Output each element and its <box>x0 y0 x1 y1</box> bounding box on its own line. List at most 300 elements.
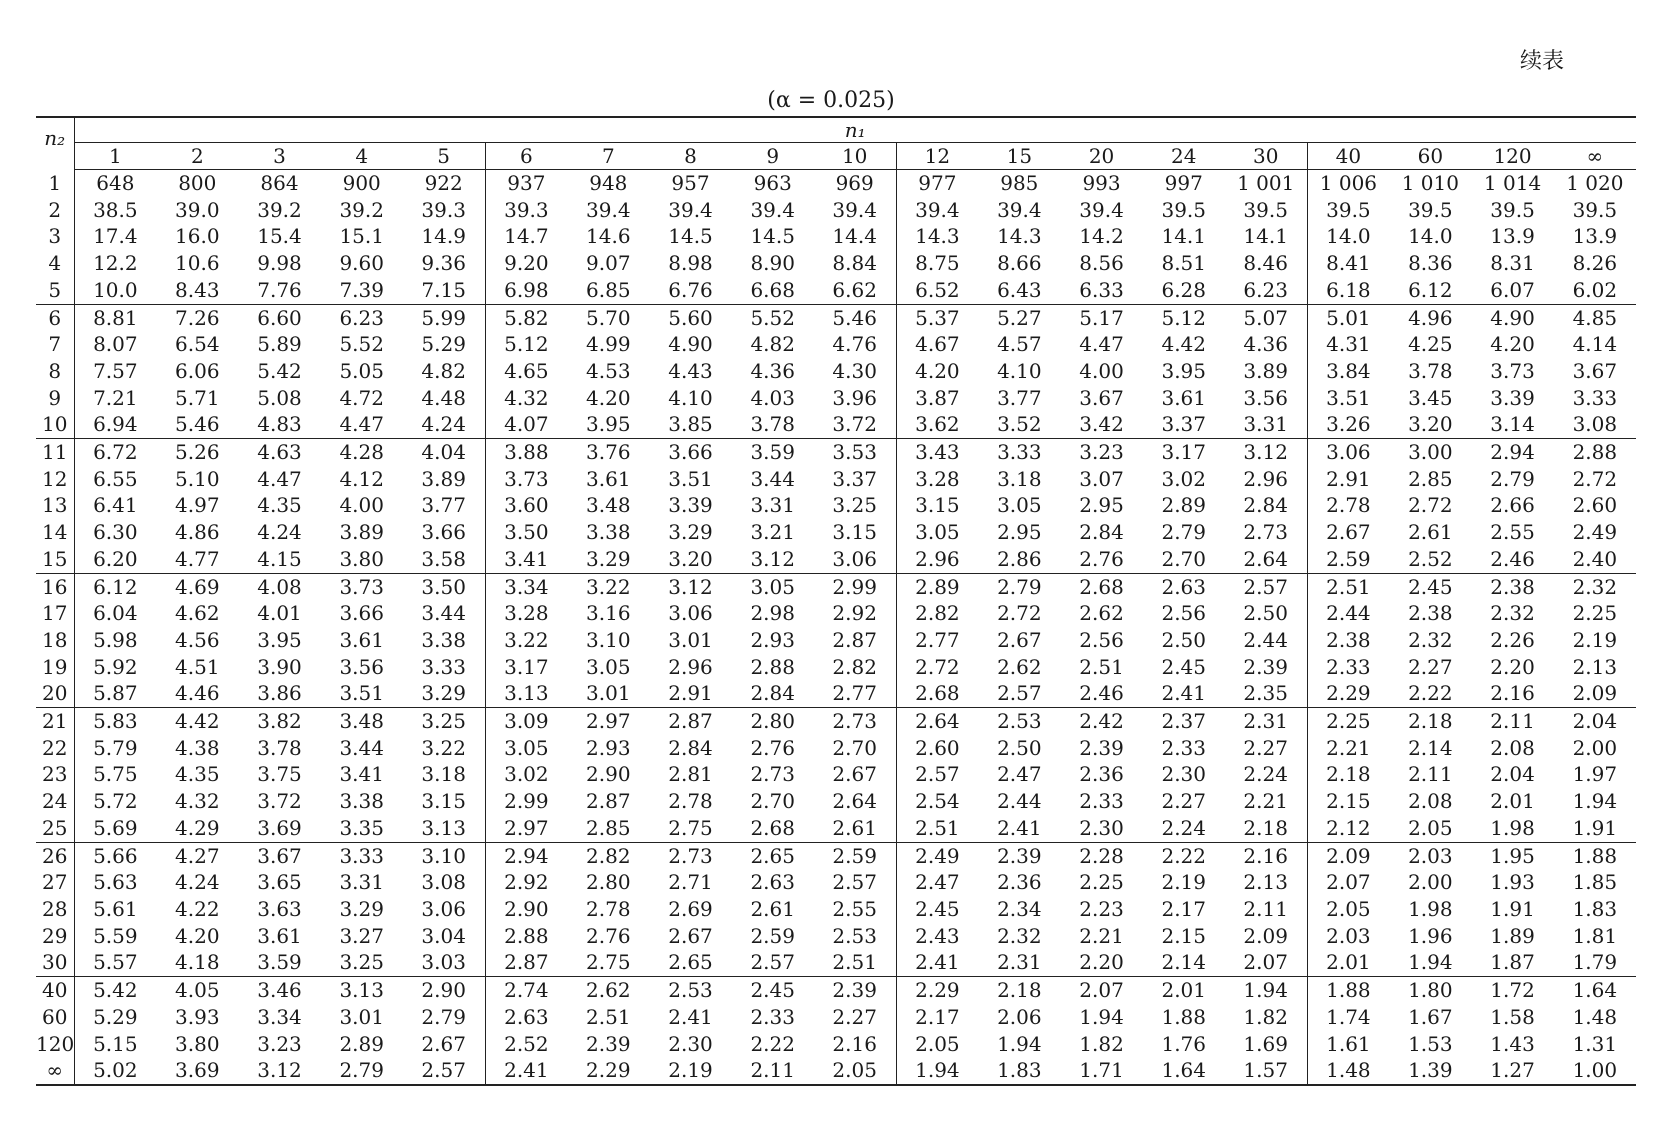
table-cell: 5.66 <box>74 842 156 869</box>
row-header: 27 <box>36 869 74 896</box>
table-cell: 2.09 <box>1572 681 1618 706</box>
table-cell: 5.52 <box>732 304 814 331</box>
table-cell: 2.79 <box>978 573 1060 600</box>
table-cell: 3.95 <box>1161 358 1206 383</box>
table-cell: 6.23 <box>1225 277 1307 304</box>
column-header: 10 <box>814 143 896 170</box>
column-header: 30 <box>1225 143 1307 170</box>
table-cell: 3.35 <box>339 815 384 840</box>
table-cell: 2.39 <box>1225 654 1307 681</box>
table-cell: 4.36 <box>750 358 795 383</box>
table-cell: 5.57 <box>93 950 138 975</box>
table-cell: 3.33 <box>321 842 403 869</box>
table-cell: 14.5 <box>668 224 713 249</box>
table-cell: 3.37 <box>814 466 896 493</box>
table-row <box>36 277 1636 304</box>
table-cell: 2.00 <box>1408 870 1453 895</box>
table-cell: 5.61 <box>93 896 138 921</box>
table-row <box>36 250 1636 277</box>
table-cell: 3.44 <box>339 735 384 760</box>
table-cell: 2.38 <box>1408 601 1453 626</box>
table-cell: 948 <box>589 171 628 195</box>
table-cell: 2.97 <box>567 708 649 735</box>
table-cell: 2.00 <box>1572 735 1618 760</box>
table-cell: 13.9 <box>1490 224 1535 249</box>
table-cell: 1.95 <box>1471 842 1553 869</box>
table-cell: 5.69 <box>93 815 138 840</box>
table-cell: 2.13 <box>1572 654 1618 679</box>
column-header: 12 <box>896 143 978 170</box>
table-cell: 3.50 <box>403 573 485 600</box>
table-cell: 8.26 <box>1572 251 1618 276</box>
table-cell: 2.38 <box>1326 627 1371 652</box>
table-cell: 4.38 <box>175 735 220 760</box>
table-cell: 2.40 <box>1572 546 1618 571</box>
table-cell: 1.87 <box>1490 950 1535 975</box>
table-cell: 8.84 <box>814 250 896 277</box>
table-cell: 1 020 <box>1566 171 1624 195</box>
table-cell: 3.09 <box>485 708 567 735</box>
table-cell: 3.08 <box>403 869 485 896</box>
table-cell: 2.56 <box>1079 627 1124 652</box>
row-header: ∞ <box>36 1057 74 1085</box>
table-cell: 3.67 <box>238 842 320 869</box>
table-row <box>36 923 1636 950</box>
table-cell: 4.62 <box>175 601 220 626</box>
table-cell: 3.22 <box>504 627 549 652</box>
table-cell: 4.46 <box>175 681 220 706</box>
table-cell: 2.25 <box>1307 708 1389 735</box>
table-cell: 3.89 <box>339 520 384 545</box>
table-cell: 2.62 <box>997 654 1042 679</box>
table-cell: 2.62 <box>1079 601 1124 626</box>
table-cell: 2.07 <box>1225 949 1307 976</box>
table-cell: 6.76 <box>668 277 713 302</box>
table-cell: 2.36 <box>1079 762 1124 787</box>
table-cell: 4.29 <box>175 815 220 840</box>
table-cell: 4.76 <box>814 331 896 358</box>
table-cell: 2.64 <box>814 788 896 815</box>
table-cell: 2.33 <box>750 1004 795 1029</box>
table-cell: 5.98 <box>93 627 138 652</box>
column-header: 24 <box>1143 143 1225 170</box>
table-cell: 1.64 <box>1161 1058 1206 1083</box>
table-cell: 2.04 <box>1554 708 1636 735</box>
table-cell: 5.71 <box>175 385 220 410</box>
table-cell: 2.44 <box>997 789 1042 814</box>
table-cell: 2.32 <box>997 923 1042 948</box>
table-cell: 16.0 <box>175 224 220 249</box>
table-cell: 4.51 <box>175 654 220 679</box>
table-cell: 3.33 <box>1572 385 1618 410</box>
table-cell: 5.12 <box>504 332 549 357</box>
table-cell: 3.69 <box>257 815 302 840</box>
table-cell: 2.50 <box>1161 627 1206 652</box>
table-cell: 3.23 <box>257 1031 302 1056</box>
table-cell: 2.32 <box>1408 627 1453 652</box>
table-cell: 8.36 <box>1408 251 1453 276</box>
table-cell: 4.77 <box>175 546 220 571</box>
table-cell: 6.94 <box>93 412 138 437</box>
table-cell: 2.43 <box>915 923 960 948</box>
table-cell: 3.23 <box>1060 439 1142 466</box>
table-cell: 2.29 <box>1326 681 1371 706</box>
row-header: 4 <box>36 250 74 277</box>
row-header: 15 <box>36 546 74 573</box>
table-cell: 8.07 <box>93 332 138 357</box>
table-cell: 2.73 <box>649 842 731 869</box>
row-header: 12 <box>36 466 74 493</box>
table-cell: 3.03 <box>403 949 485 976</box>
table-cell: 2.11 <box>1471 708 1553 735</box>
table-row <box>36 1004 1636 1031</box>
table-cell: 2.32 <box>1554 573 1636 600</box>
table-cell: 2.76 <box>586 923 631 948</box>
table-row <box>36 385 1636 412</box>
table-cell: 2.57 <box>915 762 960 787</box>
table-row <box>36 492 1636 519</box>
table-cell: 2.45 <box>1161 654 1206 679</box>
table-cell: 3.15 <box>915 493 960 518</box>
table-cell: 2.14 <box>1161 950 1206 975</box>
row-header: 3 <box>36 223 74 250</box>
table-cell: 1.94 <box>1079 1004 1124 1029</box>
table-cell: 2.59 <box>1326 546 1371 571</box>
table-cell: 997 <box>1164 171 1203 195</box>
table-cell: 1.61 <box>1326 1031 1371 1056</box>
table-cell: 2.27 <box>1225 735 1307 762</box>
table-cell: 8.66 <box>997 251 1042 276</box>
table-cell: 4.56 <box>175 627 220 652</box>
table-cell: 5.27 <box>978 304 1060 331</box>
table-cell: 14.3 <box>997 224 1042 249</box>
table-cell: 8.51 <box>1161 251 1206 276</box>
table-cell: 648 <box>96 171 135 195</box>
table-cell: 6.55 <box>93 466 138 491</box>
table-cell: 10.6 <box>175 251 220 276</box>
table-cell: 2.21 <box>1225 788 1307 815</box>
table-cell: 2.66 <box>1490 493 1535 518</box>
table-cell: 3.78 <box>1408 358 1453 383</box>
table-cell: 3.50 <box>504 520 549 545</box>
row-header: 7 <box>36 331 74 358</box>
table-cell: 1 001 <box>1225 170 1307 197</box>
table-cell: 2.11 <box>1408 762 1453 787</box>
table-cell: 2.52 <box>1408 546 1453 571</box>
table-cell: 1.58 <box>1490 1004 1535 1029</box>
table-cell: 3.69 <box>175 1058 220 1083</box>
table-cell: 3.05 <box>732 573 814 600</box>
table-cell: 8.41 <box>1326 251 1371 276</box>
table-cell: 2.16 <box>1225 842 1307 869</box>
table-cell: 2.77 <box>915 627 960 652</box>
table-cell: 14.0 <box>1408 224 1453 249</box>
table-cell: 3.02 <box>1161 466 1206 491</box>
table-cell: 3.25 <box>814 492 896 519</box>
table-cell: 1 006 <box>1319 171 1378 195</box>
table-cell: 3.41 <box>504 546 549 571</box>
table-cell: 9.60 <box>339 251 384 276</box>
table-cell: 2.19 <box>1572 627 1618 652</box>
table-cell: 1.43 <box>1490 1031 1535 1056</box>
table-cell: 2.97 <box>504 815 549 840</box>
table-cell: 2.84 <box>1225 492 1307 519</box>
table-cell: 1.94 <box>915 1058 960 1083</box>
table-cell: 3.61 <box>1161 385 1206 410</box>
table-cell: 2.23 <box>1079 896 1124 921</box>
table-cell: 6.07 <box>1490 277 1535 302</box>
table-cell: 2.88 <box>750 654 795 679</box>
table-cell: 2.98 <box>750 601 795 626</box>
table-cell: 7.21 <box>93 385 138 410</box>
table-cell: 5.08 <box>257 385 302 410</box>
table-cell: 3.95 <box>586 412 631 437</box>
table-cell: 3.28 <box>915 466 960 491</box>
table-cell: 7.15 <box>403 277 485 304</box>
table-cell: 2.60 <box>915 735 960 760</box>
table-cell: 2.85 <box>1408 466 1453 491</box>
table-cell: 5.01 <box>1307 304 1389 331</box>
table-cell: 2.39 <box>814 977 896 1004</box>
table-cell: 1.81 <box>1572 923 1618 948</box>
table-cell: 2.24 <box>1225 761 1307 788</box>
table-cell: 2.78 <box>586 896 631 921</box>
table-cell: 9.20 <box>504 251 549 276</box>
table-cell: 14.0 <box>1326 224 1371 249</box>
table-cell: 2.47 <box>915 870 960 895</box>
table-cell: 3.34 <box>257 1004 302 1029</box>
table-row <box>36 573 1636 600</box>
table-cell: 4.42 <box>156 708 238 735</box>
table-cell: 2.73 <box>814 708 896 735</box>
table-cell: 3.66 <box>403 519 485 546</box>
table-row <box>36 170 1636 197</box>
row-header: 28 <box>36 896 74 923</box>
column-header: 2 <box>156 143 238 170</box>
table-cell: 2.82 <box>814 654 896 681</box>
table-cell: 5.59 <box>93 923 138 948</box>
table-cell: 3.02 <box>504 762 549 787</box>
table-cell: 2.93 <box>586 735 631 760</box>
table-cell: 5.46 <box>175 412 220 437</box>
table-cell: 2.99 <box>504 789 549 814</box>
table-cell: 6.12 <box>74 573 156 600</box>
table-cell: 2.46 <box>1490 546 1535 571</box>
table-cell: 3.59 <box>732 439 814 466</box>
table-cell: 2.84 <box>668 735 713 760</box>
table-cell: 3.21 <box>750 520 795 545</box>
column-header: 8 <box>649 143 731 170</box>
table-cell: 39.5 <box>1326 197 1371 222</box>
column-header: 1 <box>74 143 156 170</box>
table-cell: 993 <box>1082 171 1121 195</box>
table-cell: 2.17 <box>915 1004 960 1029</box>
table-row <box>36 519 1636 546</box>
table-cell: 2.31 <box>1225 708 1307 735</box>
table-cell: 2.39 <box>586 1031 631 1056</box>
table-cell: 3.01 <box>339 1004 384 1029</box>
table-cell: 3.56 <box>1225 385 1307 412</box>
table-cell: 3.13 <box>403 815 485 842</box>
table-row <box>36 627 1636 654</box>
table-row <box>36 466 1636 493</box>
table-cell: 2.21 <box>1079 923 1124 948</box>
table-cell: 2.90 <box>586 762 631 787</box>
table-cell: 5.63 <box>93 870 138 895</box>
table-cell: 2.53 <box>649 977 731 1004</box>
table-cell: 2.56 <box>1161 601 1206 626</box>
table-cell: 6.41 <box>93 493 138 518</box>
table-cell: 6.20 <box>93 546 138 571</box>
table-cell: 3.73 <box>1490 358 1535 383</box>
column-header: 40 <box>1307 143 1389 170</box>
table-cell: 2.41 <box>915 950 960 975</box>
table-cell: 13.9 <box>1572 224 1618 249</box>
table-cell: 4.96 <box>1389 304 1471 331</box>
table-cell: 4.67 <box>915 332 960 357</box>
column-header: 7 <box>567 143 649 170</box>
table-cell: 3.52 <box>997 412 1042 437</box>
row-header: 21 <box>36 708 74 735</box>
table-cell: 3.26 <box>1326 412 1371 437</box>
table-cell: 3.88 <box>485 439 567 466</box>
table-cell: 39.3 <box>504 197 549 222</box>
table-cell: 2.08 <box>1408 789 1453 814</box>
table-cell: 6.06 <box>175 358 220 383</box>
table-cell: 3.63 <box>257 896 302 921</box>
row-header: 20 <box>36 680 74 707</box>
table-cell: 2.57 <box>403 1057 485 1085</box>
table-cell: 1.91 <box>1572 815 1618 840</box>
table-cell: 2.05 <box>1326 896 1371 921</box>
table-cell: 3.31 <box>339 870 384 895</box>
table-cell: 2.96 <box>1225 466 1307 493</box>
table-cell: 8.46 <box>1225 250 1307 277</box>
table-cell: 5.72 <box>93 789 138 814</box>
table-cell: 1.83 <box>1572 896 1618 921</box>
table-cell: 3.78 <box>750 412 795 437</box>
table-cell: 4.47 <box>1079 332 1124 357</box>
table-cell: 5.37 <box>896 304 978 331</box>
table-cell: 2.82 <box>915 601 960 626</box>
table-row <box>36 896 1636 923</box>
table-cell: 2.61 <box>814 815 896 842</box>
table-row <box>36 842 1636 869</box>
row-header: 40 <box>36 977 74 1004</box>
table-cell: 2.33 <box>1326 654 1371 679</box>
continued-table-label: 续表 <box>1520 49 1565 74</box>
table-cell: 1.88 <box>1554 842 1636 869</box>
table-cell: 1.85 <box>1572 870 1618 895</box>
table-cell: 7.26 <box>156 304 238 331</box>
table-row <box>36 304 1636 331</box>
table-cell: 5.83 <box>74 708 156 735</box>
table-cell: 2.45 <box>1389 573 1471 600</box>
row-header: 25 <box>36 815 74 842</box>
table-cell: 38.5 <box>93 197 138 222</box>
table-cell: 3.90 <box>257 654 302 679</box>
table-cell: 3.77 <box>403 492 485 519</box>
table-cell: 3.37 <box>1161 412 1206 437</box>
table-cell: 2.32 <box>1490 601 1535 626</box>
table-cell: 5.29 <box>93 1004 138 1029</box>
table-cell: 1.64 <box>1554 977 1636 1004</box>
table-cell: 2.65 <box>732 842 814 869</box>
row-header: 17 <box>36 600 74 627</box>
table-cell: 2.67 <box>1326 520 1371 545</box>
table-cell: 2.91 <box>1326 466 1371 491</box>
table-cell: 3.58 <box>403 546 485 573</box>
table-cell: 8.98 <box>668 251 713 276</box>
table-cell: 39.5 <box>1572 197 1618 222</box>
table-cell: 2.22 <box>1408 681 1453 706</box>
table-cell: 2.76 <box>1079 546 1124 571</box>
row-header: 22 <box>36 735 74 762</box>
table-cell: 5.02 <box>93 1058 138 1083</box>
table-cell: 2.18 <box>1326 762 1371 787</box>
table-cell: 2.05 <box>915 1031 960 1056</box>
table-cell: 6.30 <box>93 520 138 545</box>
table-cell: 5.46 <box>814 304 896 331</box>
table-cell: 3.13 <box>321 977 403 1004</box>
table-cell: 2.87 <box>504 950 549 975</box>
table-cell: 2.19 <box>668 1058 713 1083</box>
table-cell: 2.61 <box>1408 520 1453 545</box>
table-cell: 5.92 <box>93 654 138 679</box>
table-cell: 1.31 <box>1572 1031 1618 1056</box>
table-cell: 2.95 <box>1079 493 1124 518</box>
table-cell: 3.08 <box>1572 412 1618 437</box>
table-cell: 6.33 <box>1079 277 1124 302</box>
f-distribution-table <box>36 116 1636 1086</box>
table-cell: 3.51 <box>1326 385 1371 410</box>
table-cell: 3.53 <box>814 439 896 466</box>
table-cell: 3.34 <box>485 573 567 600</box>
table-cell: 17.4 <box>93 224 138 249</box>
row-header: 60 <box>36 1004 74 1031</box>
table-cell: 4.25 <box>1408 332 1453 357</box>
table-cell: 3.44 <box>750 466 795 491</box>
table-cell: 2.41 <box>997 815 1042 840</box>
table-cell: 2.22 <box>1143 842 1225 869</box>
table-cell: 4.35 <box>175 762 220 787</box>
table-row <box>36 331 1636 358</box>
column-header: 5 <box>403 143 485 170</box>
table-cell: 2.54 <box>915 789 960 814</box>
table-cell: 5.99 <box>403 304 485 331</box>
table-cell: 3.39 <box>668 493 713 518</box>
table-cell: 3.89 <box>403 466 485 493</box>
table-cell: 2.63 <box>1143 573 1225 600</box>
table-cell: 3.61 <box>339 627 384 652</box>
table-cell: 2.12 <box>1326 815 1371 840</box>
table-cell: 3.18 <box>997 466 1042 491</box>
table-cell: 2.63 <box>504 1004 549 1029</box>
table-cell: 39.4 <box>668 197 713 222</box>
table-cell: 3.44 <box>403 600 485 627</box>
table-cell: 39.4 <box>814 197 896 224</box>
table-row <box>36 815 1636 842</box>
table-cell: 4.65 <box>504 358 549 383</box>
table-cell: 3.48 <box>321 708 403 735</box>
table-cell: 3.73 <box>321 573 403 600</box>
table-cell: 3.29 <box>403 680 485 707</box>
table-cell: 2.78 <box>1326 493 1371 518</box>
table-cell: 3.46 <box>238 977 320 1004</box>
table-cell: 900 <box>342 171 381 195</box>
table-cell: 2.73 <box>1225 519 1307 546</box>
table-cell: 2.41 <box>1161 681 1206 706</box>
